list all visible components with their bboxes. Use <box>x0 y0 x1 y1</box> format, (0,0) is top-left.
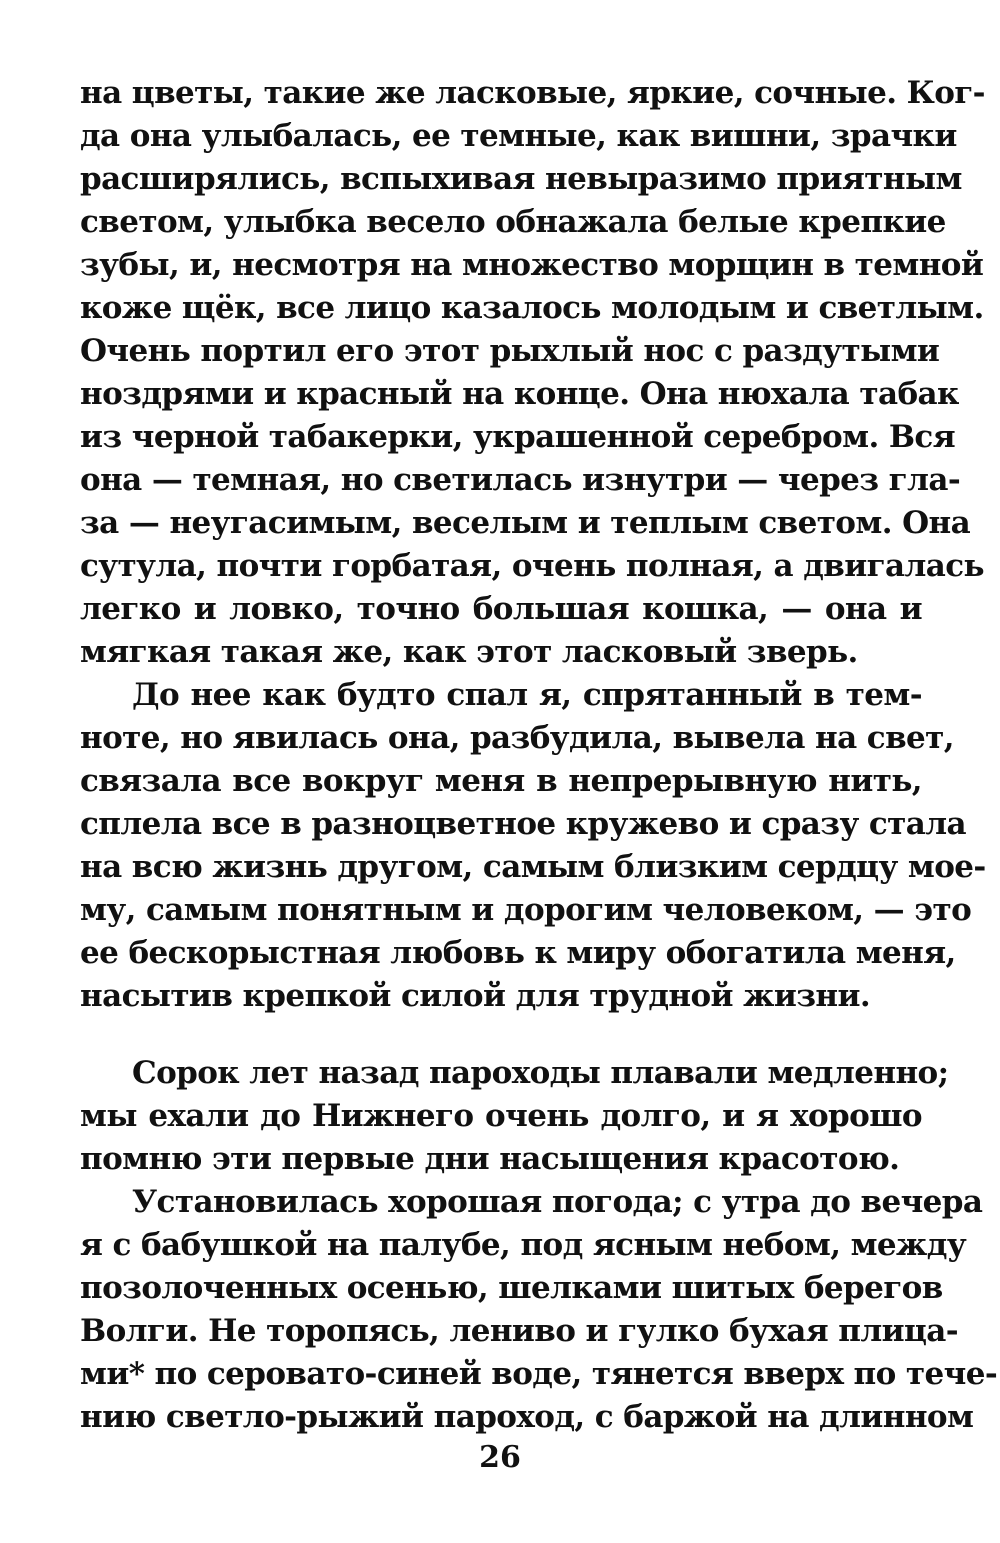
paragraph-4 <box>80 1181 998 1439</box>
text-line: из черной табакерки, украшенной серебром. Вся <box>80 419 956 455</box>
text-line: помню эти первые дни насыщения красотою. <box>80 1141 900 1177</box>
text-line: сплела все в разноцветное кружево и сразу стала <box>80 806 967 842</box>
text-line: мы ехали до Нижнего очень долго, и я хорошо <box>80 1098 922 1134</box>
text-line: легко и ловко, точно большая кошка, — она и <box>80 591 922 627</box>
text-line: на всю жизнь другом, самым близким сердцу мое- <box>80 849 986 885</box>
text-line: связала все вокруг меня в непрерывную нить, <box>80 763 922 799</box>
text-line: она — темная, но светилась изнутри — через гла- <box>80 462 961 498</box>
text-line: зубы, и, несмотря на множество морщин в темной <box>80 247 984 283</box>
text-line: позолоченных осенью, шелками шитых берегов <box>80 1270 943 1306</box>
text-line: ее бескорыстная любовь к миру обогатила меня, <box>80 935 956 971</box>
text-line: му, самым понятным и дорогим человеком, — это <box>80 892 972 928</box>
page-number: 26 <box>479 1440 521 1475</box>
text-line: Сорок лет назад пароходы плавали медленно; <box>132 1055 949 1091</box>
text-line: сутула, почти горбатая, очень полная, а двигалась <box>80 548 984 584</box>
text-line: Установилась хорошая погода; с утра до вечера <box>132 1184 983 1220</box>
text-line: да она улыбалась, ее темные, как вишни, зрачки <box>80 118 957 154</box>
text-line: нию светло-рыжий пароход, с баржой на длинном <box>80 1399 974 1435</box>
text-line: ноте, но явилась она, разбудила, вывела на свет, <box>80 720 954 756</box>
text-line: мягкая такая же, как этот ласковый зверь. <box>80 634 858 670</box>
text-line: на цветы, такие же ласковые, яркие, сочные. Ког- <box>80 75 985 111</box>
text-line: я с бабушкой на палубе, под ясным небом, между <box>80 1227 967 1263</box>
text-line: светом, улыбка весело обнажала белые крепкие <box>80 204 946 240</box>
text-line: Волги. Не торопясь, лениво и гулко бухая плица- <box>80 1313 959 1349</box>
text-line: насытив крепкой силой для трудной жизни. <box>80 978 871 1014</box>
text-line: расширялись, вспыхивая невыразимо приятным <box>80 161 962 197</box>
text-block-upper <box>80 72 986 1018</box>
text-line: До нее как будто спал я, спрятанный в тем- <box>132 677 922 713</box>
text-line: ми* по серовато-синей воде, тянется вверх по тече- <box>80 1356 998 1392</box>
paragraph-1 <box>80 72 985 674</box>
paragraph-3 <box>80 1052 949 1181</box>
text-line: ноздрями и красный на конце. Она нюхала табак <box>80 376 959 412</box>
text-line: Очень портил его этот рыхлый нос с раздутыми <box>80 333 940 369</box>
text-line: за — неугасимым, веселым и теплым светом. Она <box>80 505 971 541</box>
text-block-lower <box>80 1052 998 1439</box>
paragraph-2 <box>80 674 986 1018</box>
text-line: коже щёк, все лицо казалось молодым и светлым. <box>80 290 984 326</box>
